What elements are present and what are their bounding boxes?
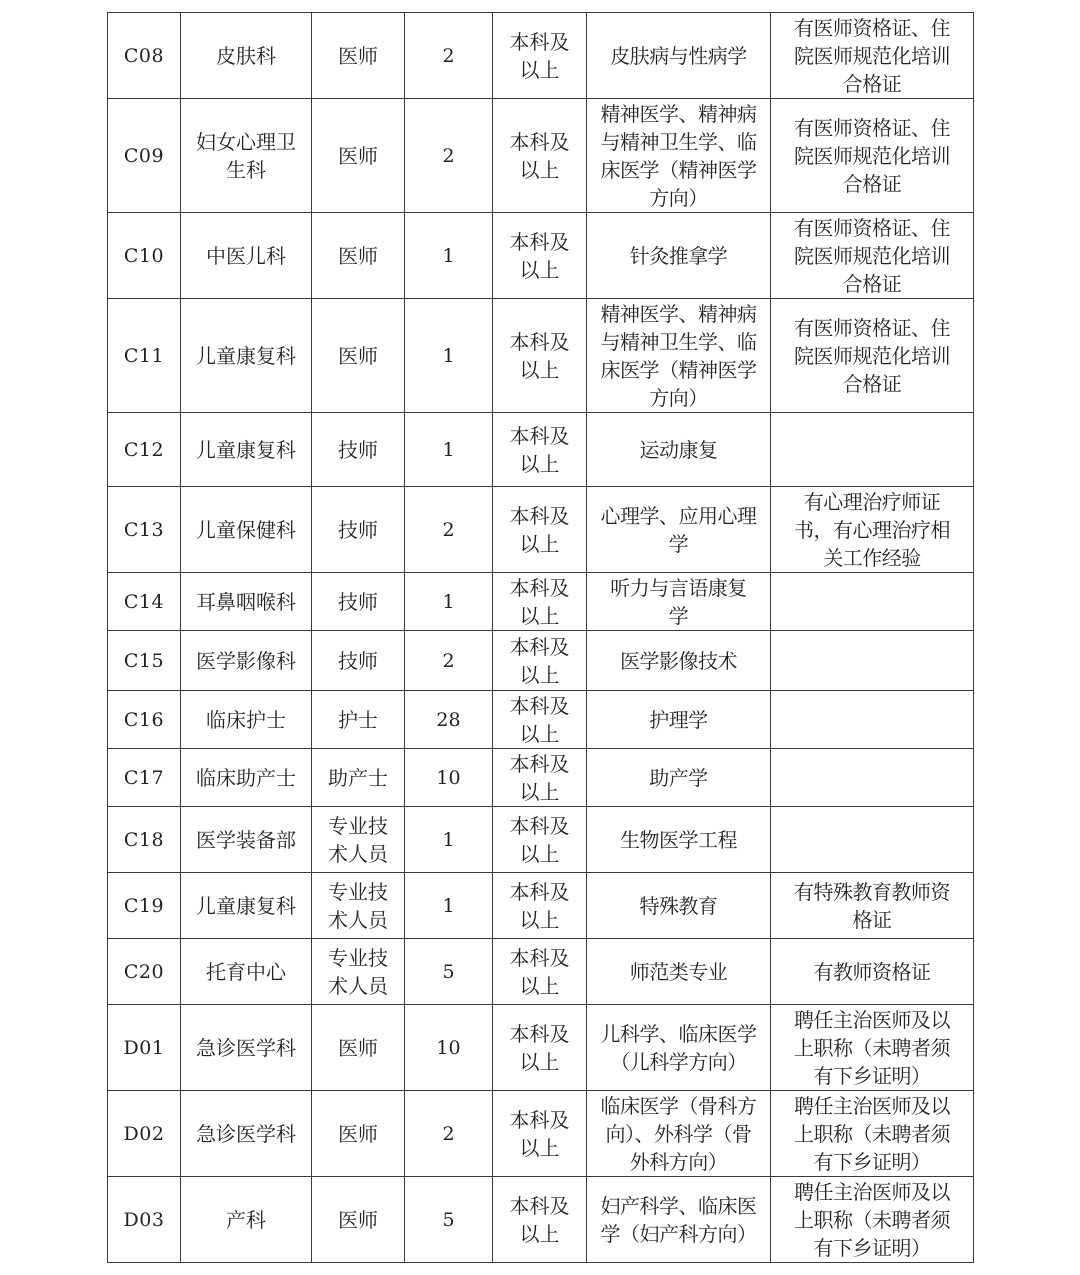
cell-headcount: 2 [405, 1091, 493, 1177]
cell-education: 本科及 以上 [493, 13, 587, 99]
cell-position-code: C17 [108, 749, 181, 807]
cell-position-code: D02 [108, 1091, 181, 1177]
table-row [108, 691, 974, 749]
cell-department: 儿童保健科 [181, 487, 312, 573]
cell-requirements [771, 573, 974, 631]
cell-department: 耳鼻咽喉科 [181, 573, 312, 631]
cell-post-title: 专业技 术人员 [312, 873, 405, 939]
cell-major: 儿科学、临床医学 （儿科学方向） [587, 1005, 771, 1091]
cell-headcount: 28 [405, 691, 493, 749]
cell-post-title: 专业技 术人员 [312, 939, 405, 1005]
cell-department: 妇女心理卫 生科 [181, 99, 312, 213]
cell-requirements: 有特殊教育教师资 格证 [771, 873, 974, 939]
cell-major: 医学影像技术 [587, 631, 771, 691]
cell-post-title: 技师 [312, 631, 405, 691]
cell-requirements [771, 807, 974, 873]
cell-post-title: 技师 [312, 487, 405, 573]
cell-post-title: 医师 [312, 299, 405, 413]
cell-department: 托育中心 [181, 939, 312, 1005]
cell-education: 本科及 以上 [493, 1177, 587, 1263]
cell-requirements [771, 691, 974, 749]
cell-major: 精神医学、精神病 与精神卫生学、临 床医学（精神医学 方向） [587, 99, 771, 213]
cell-headcount: 2 [405, 13, 493, 99]
cell-education: 本科及 以上 [493, 99, 587, 213]
cell-education: 本科及 以上 [493, 487, 587, 573]
cell-education: 本科及 以上 [493, 749, 587, 807]
table-row [108, 13, 974, 99]
table-row [108, 1005, 974, 1091]
cell-position-code: D01 [108, 1005, 181, 1091]
cell-post-title: 医师 [312, 99, 405, 213]
cell-requirements: 有医师资格证、住 院医师规范化培训 合格证 [771, 213, 974, 299]
cell-major: 心理学、应用心理 学 [587, 487, 771, 573]
table-row [108, 749, 974, 807]
cell-post-title: 护士 [312, 691, 405, 749]
cell-major: 临床医学（骨科方 向）、外科学（骨 外科方向） [587, 1091, 771, 1177]
table-row [108, 807, 974, 873]
cell-post-title: 专业技 术人员 [312, 807, 405, 873]
table-row [108, 487, 974, 573]
cell-education: 本科及 以上 [493, 299, 587, 413]
cell-headcount: 5 [405, 939, 493, 1005]
cell-headcount: 1 [405, 299, 493, 413]
cell-major: 特殊教育 [587, 873, 771, 939]
cell-position-code: C16 [108, 691, 181, 749]
cell-requirements: 有心理治疗师证 书，有心理治疗相 关工作经验 [771, 487, 974, 573]
cell-position-code: C14 [108, 573, 181, 631]
cell-requirements: 聘任主治医师及以 上职称（未聘者须 有下乡证明） [771, 1177, 974, 1263]
cell-post-title: 医师 [312, 1005, 405, 1091]
cell-education: 本科及 以上 [493, 631, 587, 691]
cell-position-code: D03 [108, 1177, 181, 1263]
cell-headcount: 2 [405, 99, 493, 213]
cell-department: 临床助产士 [181, 749, 312, 807]
cell-major: 助产学 [587, 749, 771, 807]
table-row [108, 299, 974, 413]
cell-position-code: C15 [108, 631, 181, 691]
cell-education: 本科及 以上 [493, 1005, 587, 1091]
cell-major: 皮肤病与性病学 [587, 13, 771, 99]
cell-position-code: C18 [108, 807, 181, 873]
cell-post-title: 技师 [312, 413, 405, 487]
cell-major: 生物医学工程 [587, 807, 771, 873]
cell-headcount: 2 [405, 487, 493, 573]
cell-post-title: 医师 [312, 213, 405, 299]
cell-department: 医学装备部 [181, 807, 312, 873]
cell-position-code: C20 [108, 939, 181, 1005]
cell-major: 妇产科学、临床医 学（妇产科方向） [587, 1177, 771, 1263]
cell-department: 医学影像科 [181, 631, 312, 691]
table-row [108, 213, 974, 299]
cell-education: 本科及 以上 [493, 807, 587, 873]
cell-requirements: 聘任主治医师及以 上职称（未聘者须 有下乡证明） [771, 1091, 974, 1177]
table-row [108, 573, 974, 631]
cell-position-code: C09 [108, 99, 181, 213]
cell-department: 急诊医学科 [181, 1091, 312, 1177]
cell-department: 儿童康复科 [181, 299, 312, 413]
table-row [108, 413, 974, 487]
cell-headcount: 10 [405, 749, 493, 807]
table-row [108, 1177, 974, 1263]
cell-requirements: 有教师资格证 [771, 939, 974, 1005]
cell-department: 产科 [181, 1177, 312, 1263]
cell-post-title: 技师 [312, 573, 405, 631]
cell-requirements [771, 631, 974, 691]
cell-headcount: 1 [405, 873, 493, 939]
cell-education: 本科及 以上 [493, 413, 587, 487]
cell-requirements: 聘任主治医师及以 上职称（未聘者须 有下乡证明） [771, 1005, 974, 1091]
cell-position-code: C13 [108, 487, 181, 573]
table-row [108, 631, 974, 691]
cell-headcount: 5 [405, 1177, 493, 1263]
cell-education: 本科及 以上 [493, 573, 587, 631]
cell-department: 临床护士 [181, 691, 312, 749]
cell-post-title: 医师 [312, 13, 405, 99]
cell-education: 本科及 以上 [493, 213, 587, 299]
cell-requirements: 有医师资格证、住 院医师规范化培训 合格证 [771, 299, 974, 413]
cell-position-code: C08 [108, 13, 181, 99]
cell-post-title: 医师 [312, 1177, 405, 1263]
cell-major: 精神医学、精神病 与精神卫生学、临 床医学（精神医学 方向） [587, 299, 771, 413]
cell-department: 急诊医学科 [181, 1005, 312, 1091]
cell-education: 本科及 以上 [493, 1091, 587, 1177]
cell-department: 儿童康复科 [181, 413, 312, 487]
cell-post-title: 医师 [312, 1091, 405, 1177]
cell-education: 本科及 以上 [493, 691, 587, 749]
cell-position-code: C19 [108, 873, 181, 939]
table-row [108, 1091, 974, 1177]
cell-headcount: 1 [405, 413, 493, 487]
table-body [108, 13, 974, 1263]
table-row [108, 873, 974, 939]
cell-requirements: 有医师资格证、住 院医师规范化培训 合格证 [771, 99, 974, 213]
cell-position-code: C11 [108, 299, 181, 413]
cell-headcount: 1 [405, 213, 493, 299]
table-row [108, 99, 974, 213]
cell-headcount: 1 [405, 807, 493, 873]
cell-position-code: C12 [108, 413, 181, 487]
cell-major: 师范类专业 [587, 939, 771, 1005]
cell-department: 中医儿科 [181, 213, 312, 299]
cell-department: 皮肤科 [181, 13, 312, 99]
cell-post-title: 助产士 [312, 749, 405, 807]
cell-headcount: 10 [405, 1005, 493, 1091]
cell-headcount: 1 [405, 573, 493, 631]
table-row [108, 939, 974, 1005]
recruitment-table [107, 12, 974, 1263]
cell-major: 护理学 [587, 691, 771, 749]
cell-department: 儿童康复科 [181, 873, 312, 939]
cell-major: 针灸推拿学 [587, 213, 771, 299]
cell-headcount: 2 [405, 631, 493, 691]
cell-requirements [771, 749, 974, 807]
cell-requirements: 有医师资格证、住 院医师规范化培训 合格证 [771, 13, 974, 99]
cell-requirements [771, 413, 974, 487]
cell-major: 听力与言语康复 学 [587, 573, 771, 631]
cell-position-code: C10 [108, 213, 181, 299]
cell-major: 运动康复 [587, 413, 771, 487]
cell-education: 本科及 以上 [493, 873, 587, 939]
cell-education: 本科及 以上 [493, 939, 587, 1005]
